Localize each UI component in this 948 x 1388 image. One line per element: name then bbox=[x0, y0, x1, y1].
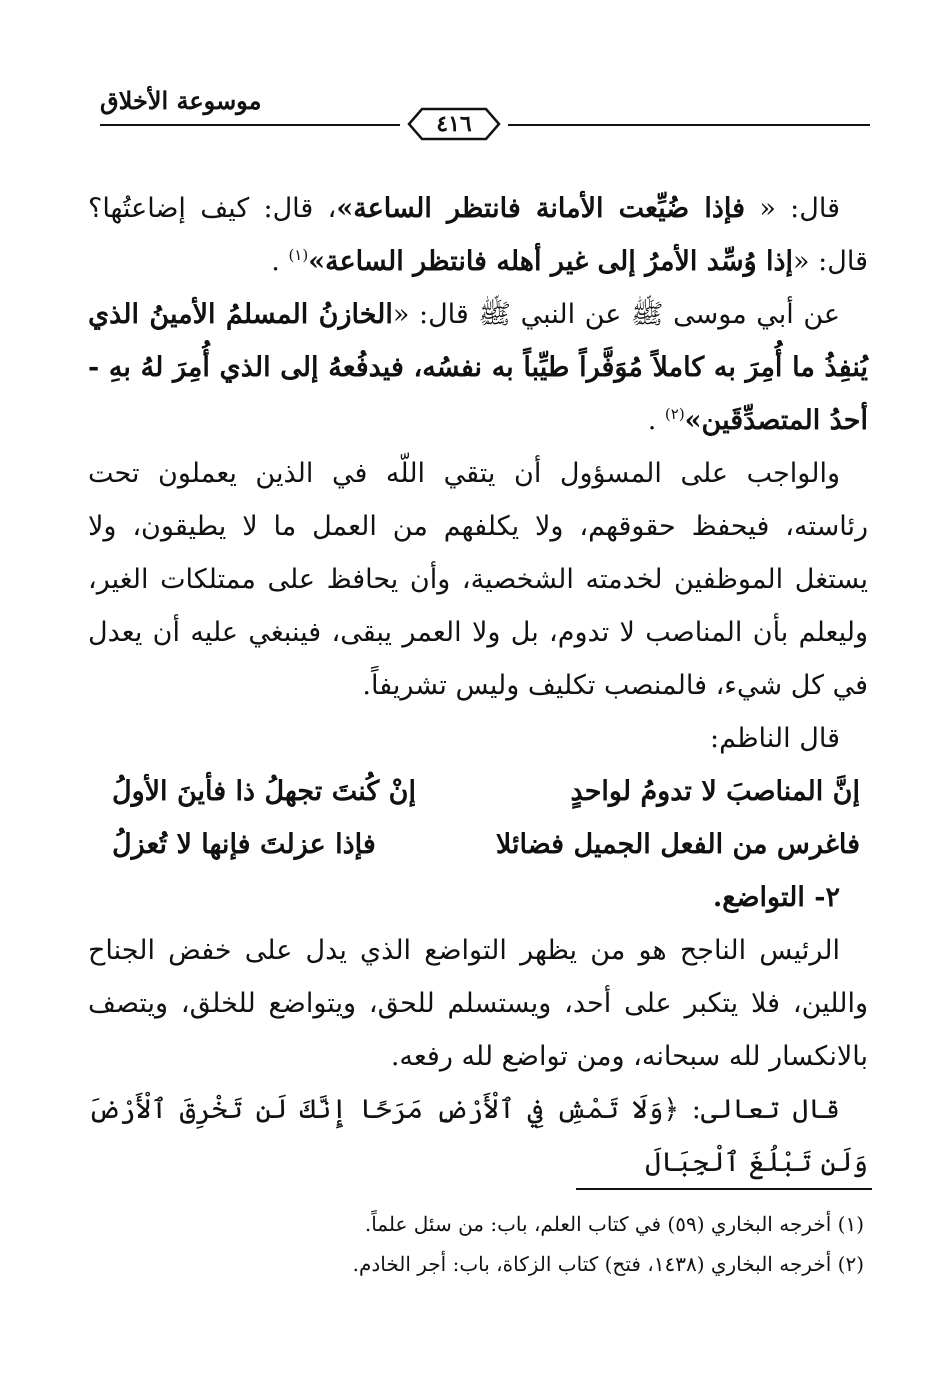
paragraph-hadith-amana bbox=[88, 182, 868, 288]
footnote-separator bbox=[576, 1188, 872, 1190]
paragraph-quran bbox=[88, 1083, 868, 1189]
section-heading-humility: ٢- التواضع. bbox=[712, 882, 840, 913]
verse-1-second-hemistich: إنْ كُنتَ تجهلُ ذا فأينَ الأولُ bbox=[112, 776, 416, 807]
text-qala-1: قال: « bbox=[745, 193, 841, 224]
verse-2-second-hemistich: فإذا عزلتَ فإنها لا تُعزلُ bbox=[112, 829, 376, 860]
verse-2-first-hemistich: فاغرس من الفعل الجميل فضائلا bbox=[495, 829, 860, 860]
text-end-1: . bbox=[271, 246, 289, 277]
hadith-quote-3: الخازنُ المسلمُ الأمينُ الذي يُنفِذُ ما أُمِرَ به كاملاً مُوَفَّراً طيِّباً به نفسُه، فيدفُعهُ إلى الذي أُمِرَ لهُ بهِ - أحدُ المتصدِّقَين» bbox=[88, 299, 868, 436]
verse-1-first-hemistich: إنَّ المناصبَ لا تدومُ لواحدٍ bbox=[570, 776, 860, 807]
hadith-quote-2: إذا وُسِّد الأمرُ إلى غير أهله فانتظر الساعة» bbox=[308, 246, 794, 277]
footnote-ref-1[interactable]: (١) bbox=[288, 246, 309, 264]
text-end-2: . bbox=[647, 405, 665, 436]
verse-line-1 bbox=[88, 765, 868, 818]
page-header bbox=[100, 84, 870, 144]
footnote-2: (٢) أخرجه البخاري (١٤٣٨، فتح) كتاب الزكاة، باب: أجر الخادم. bbox=[352, 1252, 864, 1276]
footnote-ref-2[interactable]: (٢) bbox=[664, 405, 685, 423]
hadith-quote-1: فإذا ضُيِّعت الأمانة فانتظر الساعة» bbox=[336, 193, 746, 224]
paragraph-hadith-khazin bbox=[88, 288, 868, 447]
text-qala-taala: قال تعالى: bbox=[679, 1094, 840, 1125]
page-number-badge bbox=[400, 106, 508, 142]
paragraph-poet-intro: قال الناظم: bbox=[710, 723, 840, 754]
paragraph-duty: والواجب على المسؤول أن يتقي اللّه في الذين يعملون تحت رئاسته، فيحفظ حقوقهم، ولا يكلفهم من العمل ما لا يطيقون، ولا يستغل الموظفين لخدمته الشخصية، وأن يحافظ على ممتلكات الغير، وليعلم بأن المناصب لا تدوم، بل ولا العمر يبقى، فينبغي عليه أن يعدل في كل شيء، فالمنصب تكليف وليس تشريفاً. bbox=[88, 458, 868, 701]
quran-verse: ﴿وَلَا تَمْشِ فِي ٱلْأَرْضِ مَرَحًا إِنَّكَ لَن تَخْرِقَ ٱلْأَرْضَ وَلَن تَبْلُغَ ٱلْجِبَالَ bbox=[88, 1094, 868, 1178]
footnote-1: (١) أخرجه البخاري (٥٩) في كتاب العلم، باب: من سئل علماً. bbox=[364, 1212, 864, 1236]
page-number: ٤١٦ bbox=[436, 111, 472, 137]
footnotes bbox=[88, 1204, 864, 1284]
text-narrator: عن أبي موسى ﷺ عن النبي ﷺ قال: « bbox=[392, 299, 841, 330]
running-title: موسوعة الأخلاق bbox=[100, 86, 262, 115]
verse-line-2 bbox=[88, 818, 868, 871]
paragraph-humility: الرئيس الناجح هو من يظهر التواضع الذي يدل على خفض الجناح واللين، فلا يتكبر على أحد، ويستسلم للحق، ويتواضع للخلق، ويتصف بالانكسار لله سبحانه، ومن تواضع لله رفعه. bbox=[88, 935, 868, 1072]
text-qala-2: ، قال: كيف إضاعتُها؟ قال: « bbox=[88, 193, 868, 277]
page-body bbox=[88, 182, 868, 1189]
